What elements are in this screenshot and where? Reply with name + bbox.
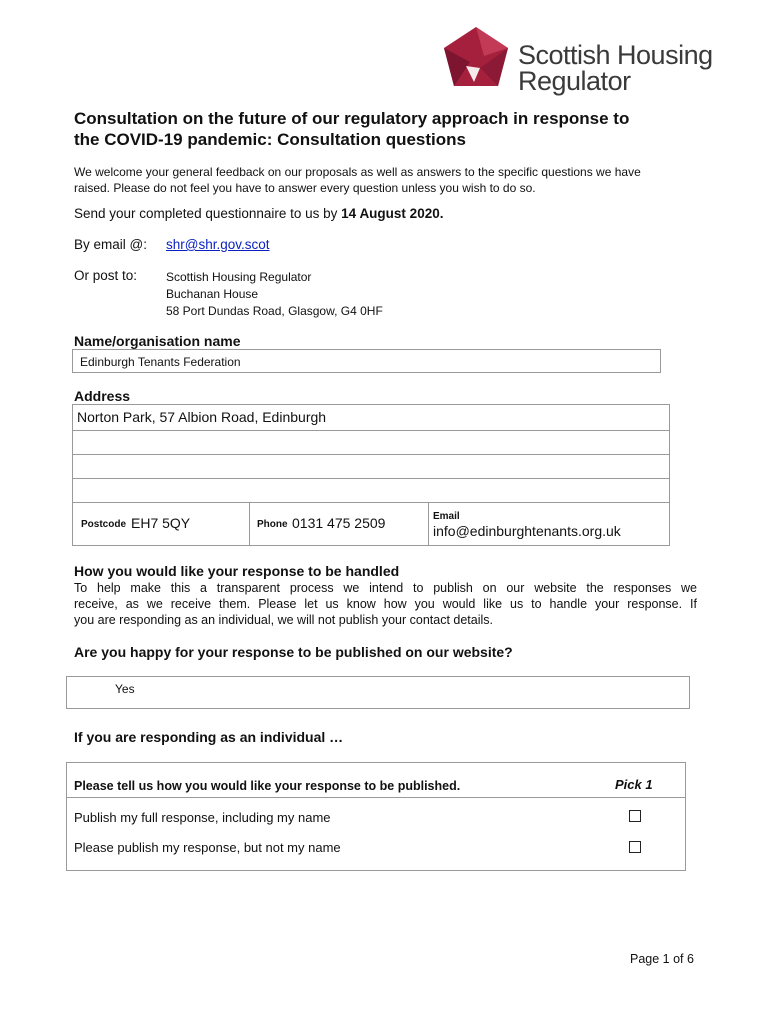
email-field-label: Email xyxy=(433,511,460,522)
publish-answer-field[interactable] xyxy=(66,676,690,709)
phone-value: 0131 475 2509 xyxy=(292,515,386,531)
address-line4-field[interactable] xyxy=(73,478,669,503)
address-line1-field[interactable] xyxy=(73,405,669,431)
address-table xyxy=(72,404,670,546)
option2-label: Please publish my response, but not my name xyxy=(74,840,341,855)
postal-address xyxy=(166,269,383,320)
name-value: Edinburgh Tenants Federation xyxy=(80,355,241,369)
postcode-field[interactable] xyxy=(73,502,250,545)
option2-checkbox[interactable] xyxy=(629,841,641,853)
email-field-value: info@edinburghtenants.org.uk xyxy=(433,523,621,539)
postcode-value: EH7 5QY xyxy=(131,515,191,531)
send-date: 14 August 2020. xyxy=(341,206,444,221)
publish-options-table xyxy=(66,762,686,871)
option1-label: Publish my full response, including my name xyxy=(74,810,331,825)
pick-label: Pick 1 xyxy=(615,777,653,792)
intro-line1: We welcome your general feedback on our proposals as well as answers to the specific questions we have xyxy=(74,165,641,179)
handling-heading: How you would like your response to be handled xyxy=(74,563,400,579)
address-line3-field[interactable] xyxy=(73,454,669,479)
options-header-row xyxy=(67,763,685,798)
handling-line1: To help make this a transparent process we intend to publish on our website the responses we xyxy=(74,581,697,595)
address-line1-value: Norton Park, 57 Albion Road, Edinburgh xyxy=(77,409,327,425)
page-title xyxy=(74,108,714,150)
phone-field[interactable] xyxy=(249,502,429,545)
email-label: By email @: xyxy=(74,237,147,252)
page-number: Page 1 of 6 xyxy=(630,952,694,966)
handling-paragraph xyxy=(74,580,697,628)
title-line1: Consultation on the future of our regulatory approach in response to xyxy=(74,109,630,128)
logo-text-line1: Scottish Housing xyxy=(518,40,713,70)
name-label: Name/organisation name xyxy=(74,333,241,349)
name-field[interactable] xyxy=(72,349,661,373)
post-label: Or post to: xyxy=(74,268,138,283)
intro-paragraph xyxy=(74,164,714,196)
handling-line3: you are responding as an individual, we will not publish your contact details. xyxy=(74,613,493,627)
post-line2: Buchanan House xyxy=(166,287,259,301)
option1-checkbox[interactable] xyxy=(629,810,641,822)
title-line2: the COVID-19 pandemic: Consultation questions xyxy=(74,130,466,149)
address-line2-field[interactable] xyxy=(73,430,669,455)
intro-line2: raised. Please do not feel you have to answer every question unless you wish to do so. xyxy=(74,181,536,195)
publish-question-heading: Are you happy for your response to be published on our website? xyxy=(74,644,513,660)
email-link[interactable]: shr@shr.gov.scot xyxy=(166,237,270,252)
address-label: Address xyxy=(74,388,131,404)
individual-heading: If you are responding as an individual … xyxy=(74,729,344,745)
post-line3: 58 Port Dundas Road, Glasgow, G4 0HF xyxy=(166,304,383,318)
email-field[interactable] xyxy=(428,502,669,545)
handling-line2: receive, as we receive them. Please let us know how you would like us to handle your response. If xyxy=(74,597,697,611)
postcode-label: Postcode xyxy=(81,519,127,530)
phone-label: Phone xyxy=(257,519,288,530)
post-line1: Scottish Housing Regulator xyxy=(166,270,312,284)
publish-answer-value: Yes xyxy=(115,682,135,696)
send-instruction xyxy=(74,206,443,221)
logo-text-line2: Regulator xyxy=(518,66,631,96)
send-prefix: Send your completed questionnaire to us by xyxy=(74,206,342,221)
options-header-text: Please tell us how you would like your response to be published. xyxy=(74,779,461,793)
